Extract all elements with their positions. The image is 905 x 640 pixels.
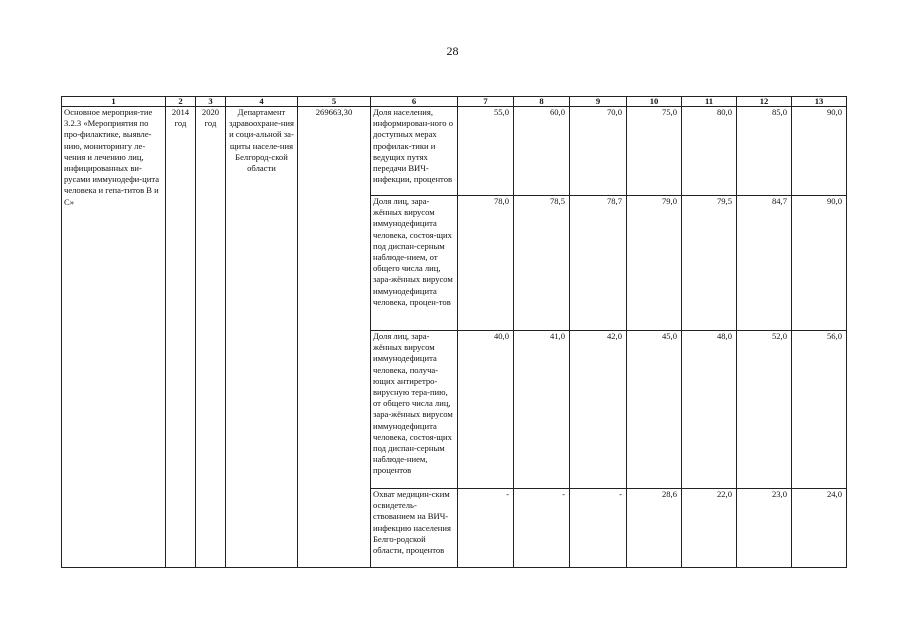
indicator-value: - (514, 489, 570, 568)
program-table (61, 96, 847, 568)
indicator-value: 40,0 (458, 331, 514, 489)
indicator-value: 70,0 (570, 107, 627, 196)
indicator-value: 80,0 (682, 107, 737, 196)
header-row (62, 97, 847, 107)
header-cell: 10 (627, 97, 682, 107)
header-cell: 7 (458, 97, 514, 107)
indicator-value: 90,0 (792, 196, 847, 331)
header-cell: 9 (570, 97, 627, 107)
indicator-value: 55,0 (458, 107, 514, 196)
indicator-value: 41,0 (514, 331, 570, 489)
indicator-value: 78,5 (514, 196, 570, 331)
indicator-name: Доля лиц, зара-жённых вирусом иммунодефицита человека, получа-ющих антиретро-вирусную тера-пию, от общего числа лиц, зара-жённых вирусом иммунодефицита человека, состоя-щих под диспан-серным наблюде-нием, процентов (371, 331, 458, 489)
header-cell: 5 (298, 97, 371, 107)
header-cell: 4 (226, 97, 298, 107)
activity-executor: Департамент здравоохране-ния и соци-альной за-щиты населе-ния Белгород-ской области (226, 107, 298, 568)
indicator-value: 42,0 (570, 331, 627, 489)
indicator-name: Доля лиц, зара-жённых вирусом иммунодефицита человека, состоя-щих под диспан-серным наблюде-нием, от общего числа лиц, зара-жённых вирусом иммунодефицита человека, процен-тов (371, 196, 458, 331)
indicator-name: Охват медицин-ским освидетель-ствованием на ВИЧ-инфекцию населения Белго-родской области, процентов (371, 489, 458, 568)
activity-end: 2020 год (196, 107, 226, 568)
indicator-value: 45,0 (627, 331, 682, 489)
indicator-value: - (570, 489, 627, 568)
indicator-value: 28,6 (627, 489, 682, 568)
indicator-value: 85,0 (737, 107, 792, 196)
activity-name: Основное мероприя-тие 3.2.3 «Мероприятия по про-филактике, выявле-нию, мониторингу ле-чения и лечению лиц, инфицированных ви-русами иммунодефи-цита человека и гепа-титов В и С» (62, 107, 166, 568)
page-number: 28 (446, 44, 459, 58)
indicator-value: 90,0 (792, 107, 847, 196)
header-cell: 6 (371, 97, 458, 107)
indicator-value: 52,0 (737, 331, 792, 489)
indicator-name: Доля населения, информирован-ного о доступных мерах профилак-тики и ведущих путях передачи ВИЧ-инфекции, процентов (371, 107, 458, 196)
indicator-value: 78,0 (458, 196, 514, 331)
indicator-value: 48,0 (682, 331, 737, 489)
indicator-value: 22,0 (682, 489, 737, 568)
header-cell: 11 (682, 97, 737, 107)
header-cell: 3 (196, 97, 226, 107)
indicator-value: 60,0 (514, 107, 570, 196)
indicator-value: 78,7 (570, 196, 627, 331)
indicator-value: 79,0 (627, 196, 682, 331)
header-cell: 12 (737, 97, 792, 107)
indicator-value: 24,0 (792, 489, 847, 568)
header-cell: 1 (62, 97, 166, 107)
indicator-value: 23,0 (737, 489, 792, 568)
table-row (62, 107, 847, 196)
indicator-value: 75,0 (627, 107, 682, 196)
activity-start: 2014 год (166, 107, 196, 568)
indicator-value: - (458, 489, 514, 568)
indicator-value: 84,7 (737, 196, 792, 331)
header-cell: 8 (514, 97, 570, 107)
indicator-value: 79,5 (682, 196, 737, 331)
header-cell: 13 (792, 97, 847, 107)
header-cell: 2 (166, 97, 196, 107)
indicator-value: 56,0 (792, 331, 847, 489)
activity-funding: 269663,30 (298, 107, 371, 568)
